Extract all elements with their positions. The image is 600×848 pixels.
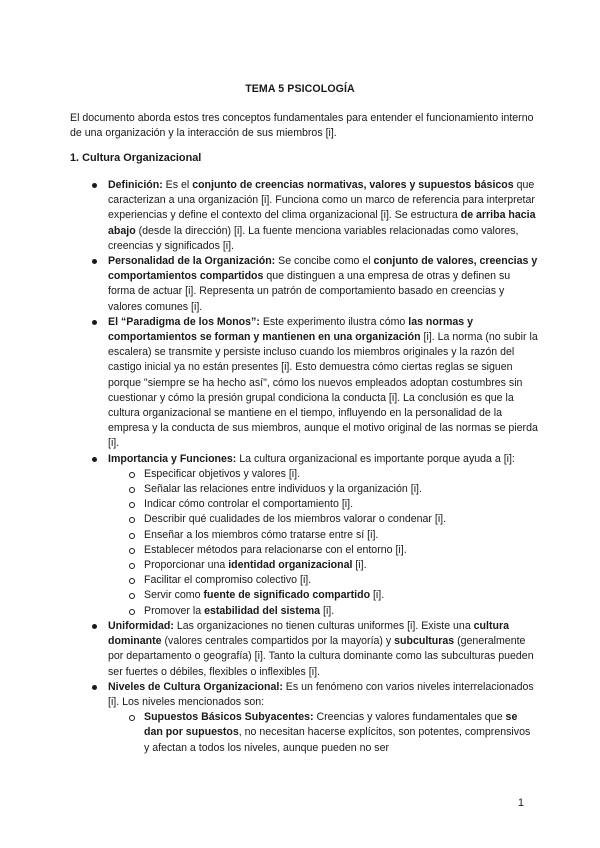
section-heading: 1. Cultura Organizacional (70, 152, 202, 164)
item-text: (generalmente por departamento o geografía) [i]. Tanto la cultura dominante como las subculturas pueden ser fuertes o débiles, flexibles o inflexibles [i]. (108, 635, 534, 678)
circle-bullet-icon (129, 472, 135, 478)
item-label: Importancia y Funciones: (108, 452, 237, 465)
item-bold-text: de arriba hacia abajo (108, 209, 536, 237)
item-text: (desde la dirección) [i]. La fuente menciona variables relacionadas como valores, creencias y significados [i]. (108, 224, 519, 252)
item-text: [i]. La norma (no subir la escalera) se transmite y persiste incluso cuando los miembros originales y la razón del castigo inicial ya no están presentes [i]. Esto demuestra cómo ciertas reglas se siguen porque "siempre se ha hecho así", cómo los nuevos empleados adoptan costumbres sin cuestionar y cómo la presión grupal condiciona la conducta [i]. La conclusión es que la cultura organizacional se mantiene en el tiempo, influyendo en la personalidad de la empresa y la conducta de sus miembros, aunque el motivo original de las normas se pierda [i]. (108, 331, 538, 450)
list-item-niveles (0, 680, 600, 756)
sub-item-text: Promover la (144, 604, 205, 617)
sub-item-text: Especificar objetivos y valores [i]. (144, 467, 301, 480)
item-text: Este experimento ilustra cómo (259, 315, 409, 328)
item-bold-text: las normas y comportamientos se forman y mantienen en una organización (108, 315, 474, 344)
item-label: Definición: (108, 179, 163, 191)
item-text: (valores centrales compartidos por la mayoría) y (161, 635, 395, 648)
sub-item-text: [i]. (320, 604, 335, 617)
item-text: Es el (162, 179, 193, 191)
circle-bullet-icon (129, 593, 135, 599)
item-text: La cultura organizacional es importante porque ayuda a [i]: (236, 452, 515, 465)
list-item-definicion (0, 178, 600, 254)
circle-bullet-icon (129, 715, 135, 721)
list-item-personalidad (0, 254, 600, 315)
circle-bullet-icon (129, 533, 135, 539)
item-label: El “Paradigma de los Monos”: (108, 315, 260, 328)
list-item-importancia (0, 452, 600, 619)
sub-item-bold-text: se dan por supuestos (144, 711, 518, 739)
sub-list-item (108, 467, 538, 482)
sub-item-label: Supuestos Básicos Subyacentes: (144, 711, 314, 724)
circle-bullet-icon (129, 502, 135, 508)
document-title: TEMA 5 PSICOLOGÍA (245, 83, 355, 95)
list-item-uniformidad (0, 619, 600, 680)
sub-item-text: Creencias y valores fundamentales que (313, 711, 506, 724)
sub-list-item (108, 528, 538, 543)
sub-item-text: Señalar las relaciones entre individuos y la organización [i]. (144, 483, 422, 496)
item-bold-text: cultura dominante (108, 619, 509, 648)
item-label: Personalidad de la Organización: (108, 255, 276, 268)
sub-item-text: , no necesitan hacerse explícitos, son potentes, comprensivos y afectan a todos los niveles, aunque pueden no ser (144, 726, 531, 754)
sub-list-item (108, 588, 538, 603)
item-label: Uniformidad: (108, 619, 174, 632)
circle-bullet-icon (129, 517, 135, 523)
sub-list-item (108, 710, 538, 756)
sub-item-text: Servir como (144, 589, 204, 602)
bullet-icon (92, 457, 97, 462)
bullet-icon (92, 259, 97, 264)
item-text: Se concibe como el (275, 255, 374, 268)
intro-paragraph: El documento aborda estos tres conceptos fundamentales para entender el funcionamiento interno de una organización y la interacción de sus miembros [i]. (70, 112, 534, 140)
sub-item-text: [i]. (370, 589, 385, 602)
item-text: Es un fenómeno con varios niveles interrelacionados [i]. Los niveles mencionados son: (108, 680, 534, 708)
bullet-icon (92, 685, 97, 690)
item-bold-text: conjunto de creencias normativas, valores y supuestos básicos (192, 179, 514, 191)
sub-item-bold-text: identidad organizacional (228, 559, 353, 572)
item-text: que caracterizan a una organización [i]. Funciona como un marco de referencia para interpretar experiencias y define el contexto del clima organizacional [i]. Se estructura (108, 179, 535, 222)
sub-item-text: Enseñar a los miembros cómo tratarse entre sí [i]. (144, 528, 379, 541)
sub-list-item (108, 558, 538, 573)
sub-item-text: [i]. (352, 559, 367, 572)
item-text: que distinguen a una empresa de otras y definen su forma de actuar [i]. Representa un patrón de comportamiento basado en creencias y valores comunes [i]. (108, 270, 511, 313)
sub-list (108, 467, 538, 619)
item-label: Niveles de Cultura Organizacional: (108, 680, 283, 693)
content-list (0, 178, 600, 756)
sub-list-item (108, 604, 538, 619)
sub-item-text: Describir qué cualidades de los miembros valorar o condenar [i]. (144, 513, 447, 526)
sub-list-item (108, 512, 538, 527)
sub-item-text: Facilitar el compromiso colectivo [i]. (144, 574, 312, 587)
sub-item-text: Proporcionar una (144, 559, 229, 572)
circle-bullet-icon (129, 487, 135, 493)
bullet-icon (92, 624, 97, 629)
sub-list-item (108, 543, 538, 558)
sub-list-item (108, 497, 538, 512)
bullet-icon (92, 183, 97, 188)
circle-bullet-icon (129, 609, 135, 615)
circle-bullet-icon (129, 548, 135, 554)
item-text: Las organizaciones no tienen culturas uniformes [i]. Existe una (173, 619, 474, 632)
sub-list-item (108, 573, 538, 588)
circle-bullet-icon (129, 578, 135, 584)
sub-item-text: Indicar cómo controlar el comportamiento [i]. (144, 498, 354, 511)
circle-bullet-icon (129, 563, 135, 569)
page-number: 1 (518, 797, 524, 809)
item-bold-text: conjunto de valores, creencias y comportamientos compartidos (108, 255, 538, 283)
sub-item-bold-text: estabilidad del sistema (204, 604, 321, 617)
list-item-paradigma (0, 315, 600, 452)
sub-item-bold-text: fuente de significado compartido (203, 589, 371, 602)
sub-item-text: Establecer métodos para relacionarse con el entorno [i]. (144, 543, 407, 556)
sub-list-item (108, 482, 538, 497)
item-bold-text: subculturas (394, 635, 455, 648)
sub-list (108, 710, 538, 756)
bullet-icon (92, 320, 97, 325)
